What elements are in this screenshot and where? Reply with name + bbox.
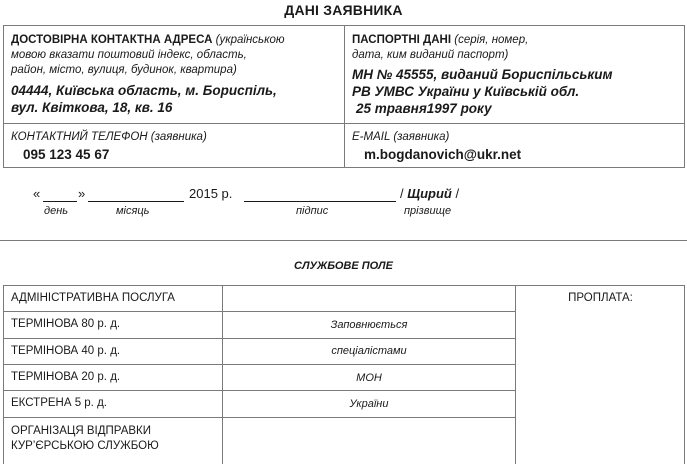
- passport-label-title: ПАСПОРТНІ ДАНІ: [352, 34, 452, 46]
- courier-label: [11, 424, 159, 454]
- section-separator: [0, 240, 687, 241]
- address-label-note-2: мовою вказати поштовий індекс, область,: [11, 49, 247, 61]
- email-label: [352, 130, 682, 145]
- service-note-4: України: [349, 398, 389, 410]
- phone-label-title: КОНТАКТНИЙ ТЕЛЕФОН: [11, 131, 148, 143]
- passport-value[interactable]: [352, 66, 682, 117]
- date-open-quote: «: [33, 186, 41, 201]
- year-text: 2015 р.: [189, 186, 233, 201]
- email-label-note: (заявника): [390, 131, 450, 143]
- service-note-3: МОН: [356, 372, 382, 384]
- surname-block: [400, 186, 459, 201]
- caption-day: день: [44, 205, 69, 217]
- applicant-heading: ДАНІ ЗАЯВНИКА: [284, 2, 403, 18]
- passport-value-line-3: 25 травня1997 року: [356, 101, 492, 116]
- surname-prefix: /: [400, 186, 404, 201]
- phone-label-note: (заявника): [147, 131, 207, 143]
- service-col-divider-2: [515, 285, 516, 464]
- service-row-line-5: [3, 417, 515, 418]
- service-row-label-2: ТЕРМІНОВА 80 р. д.: [11, 318, 121, 330]
- service-row-label-4: ТЕРМІНОВА 20 р. д.: [11, 371, 121, 383]
- address-label-title: ДОСТОВІРНА КОНТАКТНА АДРЕСА: [11, 34, 213, 46]
- payment-label: ПРОПЛАТА:: [568, 292, 633, 304]
- address-value-line-1: 04444, Київська область, м. Бориспіль,: [11, 83, 277, 98]
- courier-label-line-2: КУР’ЄРСЬКОЮ СЛУЖБОЮ: [11, 440, 159, 452]
- email-value[interactable]: m.bogdanovich@ukr.net: [364, 147, 522, 162]
- email-label-title: E-MAIL: [352, 131, 391, 143]
- service-row-label-1: АДМІНІСТРАТИВНА ПОСЛУГА: [11, 292, 175, 304]
- passport-value-line-1: МН № 45555, виданий Бориспільським: [352, 67, 613, 82]
- service-row-line-4: [3, 390, 515, 391]
- passport-label-note-2: дата, ким виданий паспорт): [352, 49, 509, 61]
- courier-label-line-1: ОРГАНІЗАЦЯ ВІДПРАВКИ: [11, 425, 151, 437]
- service-heading: СЛУЖБОВЕ ПОЛЕ: [294, 260, 393, 272]
- address-label: [11, 33, 341, 78]
- phone-label: [11, 130, 341, 145]
- service-row-line-1: [3, 311, 515, 312]
- surname-suffix: /: [455, 186, 460, 201]
- service-row-line-2: [3, 338, 515, 339]
- applicant-divider-horizontal: [3, 123, 685, 124]
- caption-surname: прізвище: [404, 205, 452, 217]
- passport-label-note: (серія, номер,: [451, 34, 529, 46]
- signature-field[interactable]: [244, 201, 396, 202]
- service-note-2: спеціалістами: [331, 345, 407, 357]
- date-close-quote: »: [78, 186, 86, 201]
- service-row-label-3: ТЕРМІНОВА 40 р. д.: [11, 345, 121, 357]
- applicant-divider-vertical: [344, 25, 345, 168]
- passport-value-line-2: РВ УМВС України у Київській обл.: [352, 84, 580, 99]
- service-row-line-3: [3, 364, 515, 365]
- address-value-line-2: вул. Квіткова, 18, кв. 16: [11, 100, 173, 115]
- passport-label: [352, 33, 682, 63]
- phone-value[interactable]: 095 123 45 67: [23, 147, 110, 162]
- address-value[interactable]: [11, 82, 341, 116]
- day-field[interactable]: [43, 201, 77, 202]
- address-label-note-3: район, місто, вулиця, будинок, квартира): [11, 64, 237, 76]
- service-note-1: Заповнюється: [330, 319, 408, 331]
- address-label-note: (українською: [212, 34, 285, 46]
- caption-month: місяць: [116, 205, 150, 217]
- month-field[interactable]: [88, 201, 184, 202]
- service-row-label-5: ЕКСТРЕНА 5 р. д.: [11, 397, 107, 409]
- caption-signature: підпис: [296, 205, 329, 217]
- surname-value[interactable]: Щирий: [407, 186, 452, 201]
